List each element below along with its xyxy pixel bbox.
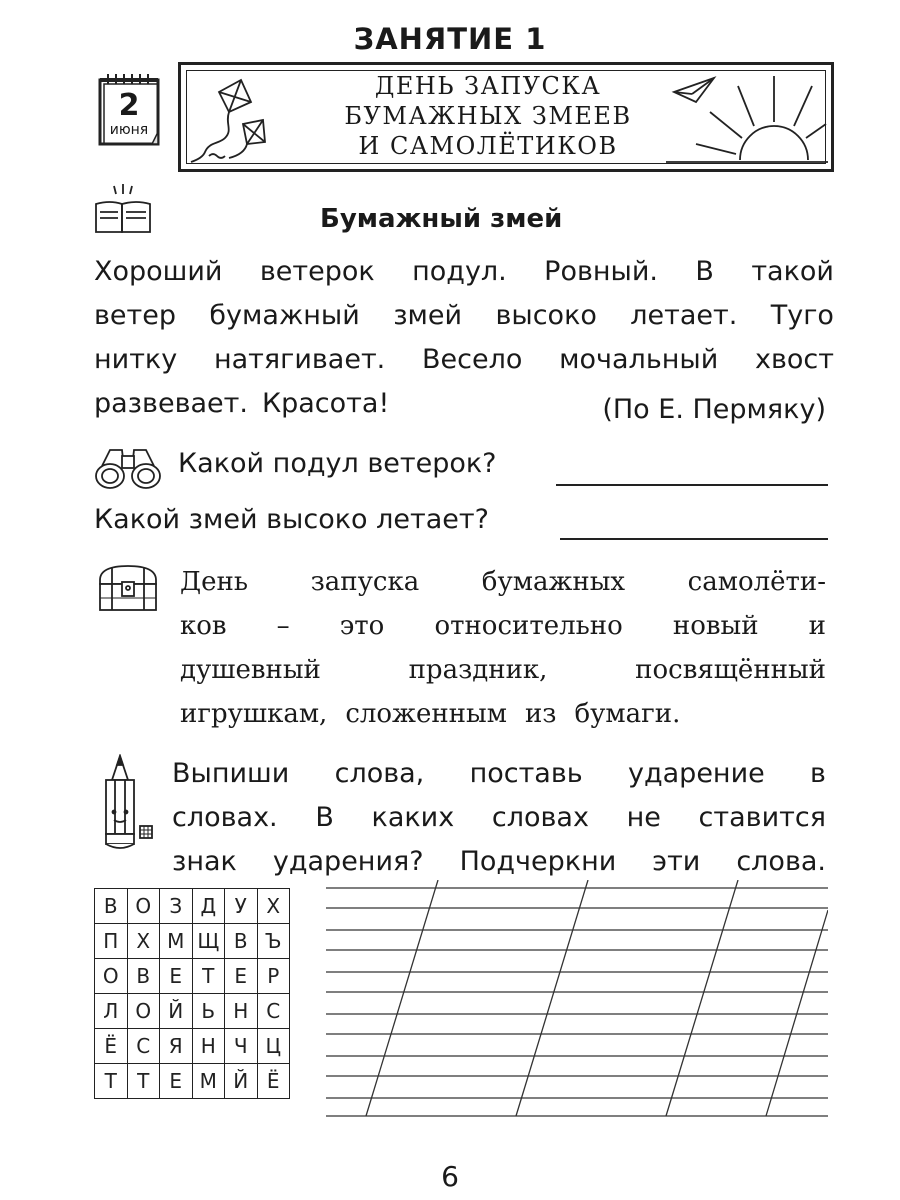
word: бумаги. — [574, 699, 681, 729]
fact-line — [180, 560, 826, 604]
book-icon — [92, 182, 154, 237]
word: новый — [672, 611, 759, 641]
banner-line: ДЕНЬ ЗАПУСКА — [374, 72, 602, 100]
grid-cell[interactable]: Д — [192, 889, 225, 924]
word: ударения? — [272, 846, 424, 877]
word: в — [810, 758, 826, 789]
grid-row — [95, 959, 290, 994]
story-attribution: (По Е. Пермяку) — [602, 394, 826, 425]
word: змей — [393, 300, 463, 331]
word: относительно — [434, 611, 623, 641]
word: высоко — [495, 300, 597, 331]
banner-line: БУМАЖНЫХ ЗМЕЕВ — [344, 102, 632, 130]
grid-cell[interactable]: Т — [192, 959, 225, 994]
kites-icon — [185, 72, 315, 167]
word: Туго — [770, 300, 834, 331]
banner-text — [303, 71, 673, 161]
word: слова. — [736, 846, 826, 877]
word: натягивает. — [213, 344, 386, 375]
word: В — [315, 802, 334, 833]
grid-cell[interactable]: Ч — [225, 1029, 258, 1064]
handwriting-lines[interactable] — [326, 880, 828, 1120]
question-1: Какой подул ветерок? — [178, 448, 497, 479]
word: поставь — [469, 758, 583, 789]
word: Ровный. — [544, 256, 658, 287]
word: бумажных — [481, 567, 626, 597]
word: ставится — [698, 802, 826, 833]
task-line — [172, 840, 826, 884]
grid-cell[interactable]: Х — [257, 889, 290, 924]
calendar-icon — [96, 70, 164, 148]
grid-cell[interactable]: С — [257, 994, 290, 1029]
banner-line: И САМОЛЁТИКОВ — [358, 132, 618, 160]
word: слова, — [334, 758, 425, 789]
fact-line — [180, 604, 826, 648]
grid-cell[interactable]: Ё — [257, 1064, 290, 1099]
grid-cell[interactable]: О — [127, 994, 160, 1029]
grid-cell[interactable]: П — [95, 924, 128, 959]
grid-cell[interactable]: В — [95, 889, 128, 924]
word: Красота! — [261, 388, 390, 419]
word: Подчеркни — [459, 846, 617, 877]
grid-cell[interactable]: Й — [160, 994, 193, 1029]
grid-cell[interactable]: З — [160, 889, 193, 924]
task-line — [172, 752, 826, 796]
word: Выпиши — [172, 758, 290, 789]
word: развевает. — [94, 388, 248, 419]
word: В — [695, 256, 714, 287]
word: это — [339, 611, 385, 641]
grid-row — [95, 1064, 290, 1099]
word: ветерок — [259, 256, 375, 287]
grid-cell[interactable]: Я — [160, 1029, 193, 1064]
word: словах. — [172, 802, 278, 833]
grid-cell[interactable]: В — [225, 924, 258, 959]
story-line — [94, 250, 834, 294]
page-number: 6 — [441, 1160, 459, 1193]
word: такой — [751, 256, 834, 287]
grid-cell[interactable]: О — [95, 959, 128, 994]
word: запуска — [310, 567, 420, 597]
word: нитку — [94, 344, 178, 375]
word: ударение — [627, 758, 765, 789]
answer-line-1[interactable] — [556, 484, 828, 486]
grid-cell[interactable]: Е — [160, 1064, 193, 1099]
fact-line — [180, 648, 826, 692]
word: хвост — [755, 344, 834, 375]
word: мочальный — [559, 344, 719, 375]
word: из — [524, 699, 557, 729]
grid-cell[interactable]: У — [225, 889, 258, 924]
word: самолёти- — [687, 567, 826, 597]
answer-line-2[interactable] — [560, 538, 828, 540]
word: словах — [491, 802, 589, 833]
letter-grid — [94, 888, 290, 1099]
word: праздник, — [408, 655, 548, 685]
grid-cell[interactable]: С — [127, 1029, 160, 1064]
story-line — [94, 294, 834, 338]
grid-cell[interactable]: Ь — [192, 994, 225, 1029]
grid-cell[interactable]: Т — [95, 1064, 128, 1099]
word: ков — [180, 611, 227, 641]
grid-cell[interactable]: О — [127, 889, 160, 924]
grid-cell[interactable]: Ц — [257, 1029, 290, 1064]
word: летает. — [630, 300, 738, 331]
calendar-day: 2 — [118, 88, 140, 123]
word: Весело — [422, 344, 523, 375]
lesson-title: ЗАНЯТИЕ 1 — [353, 22, 547, 56]
grid-cell[interactable]: Х — [127, 924, 160, 959]
sun-plane-icon — [666, 72, 828, 167]
word: Хороший — [94, 256, 223, 287]
word: бумажный — [209, 300, 360, 331]
pencil-icon — [94, 754, 156, 854]
grid-cell[interactable]: Ё — [95, 1029, 128, 1064]
grid-row — [95, 924, 290, 959]
grid-cell[interactable]: М — [192, 1064, 225, 1099]
grid-cell[interactable]: М — [160, 924, 193, 959]
word: ветер — [94, 300, 177, 331]
word: игрушкам, — [180, 699, 328, 729]
task-text — [172, 752, 826, 884]
story-title: Бумажный змей — [320, 204, 563, 234]
word: каких — [371, 802, 455, 833]
word: – — [276, 611, 290, 641]
grid-cell[interactable]: Л — [95, 994, 128, 1029]
word: эти — [652, 846, 701, 877]
grid-cell[interactable]: Щ — [192, 924, 225, 959]
treasure-chest-icon — [94, 560, 162, 615]
binoculars-icon — [92, 442, 164, 492]
story-line — [94, 338, 834, 382]
fact-line — [180, 692, 826, 736]
grid-cell[interactable]: В — [127, 959, 160, 994]
word: сложенным — [345, 699, 507, 729]
grid-cell[interactable]: Е — [225, 959, 258, 994]
grid-row — [95, 1029, 290, 1064]
grid-cell[interactable]: Н — [192, 1029, 225, 1064]
word: День — [180, 567, 249, 597]
question-2: Какой змей высоко летает? — [94, 504, 489, 535]
grid-cell[interactable]: Н — [225, 994, 258, 1029]
grid-row — [95, 889, 290, 924]
calendar-month: июня — [109, 122, 149, 138]
word: знак — [172, 846, 237, 877]
word: не — [626, 802, 661, 833]
task-line — [172, 796, 826, 840]
word: душевный — [180, 655, 321, 685]
grid-cell[interactable]: Ъ — [257, 924, 290, 959]
word: подул. — [412, 256, 507, 287]
word: посвящённый — [635, 655, 826, 685]
fact-text — [180, 560, 826, 736]
grid-cell[interactable]: Й — [225, 1064, 258, 1099]
grid-cell[interactable]: Е — [160, 959, 193, 994]
grid-cell[interactable]: Р — [257, 959, 290, 994]
grid-cell[interactable]: Т — [127, 1064, 160, 1099]
grid-row — [95, 994, 290, 1029]
word: и — [808, 611, 826, 641]
